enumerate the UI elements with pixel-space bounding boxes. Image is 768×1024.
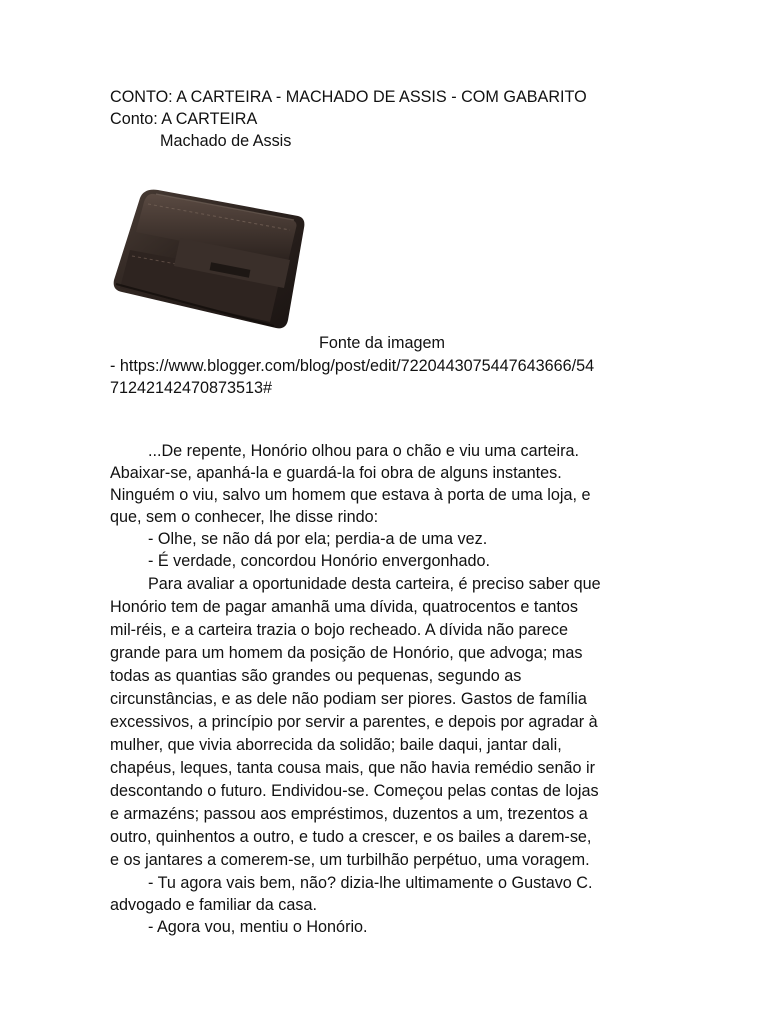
paragraph-line: e armazéns; passou aos empréstimos, duzentos a um, trezentos a xyxy=(110,805,588,823)
image-source-link[interactable]: - https://www.blogger.com/blog/post/edit/7220443075447643666/54 xyxy=(110,357,595,375)
document-title: CONTO: A CARTEIRA - MACHADO DE ASSIS - COM GABARITO xyxy=(110,88,587,106)
paragraph-line: que, sem o conhecer, lhe disse rindo: xyxy=(110,508,379,526)
paragraph-line: Honório tem de pagar amanhã uma dívida, quatrocentos e tantos xyxy=(110,598,578,616)
paragraph-line: advogado e familiar da casa. xyxy=(110,896,317,914)
paragraph-line: todas as quantias são grandes ou pequenas, segundo as xyxy=(110,667,522,685)
paragraph-line: Ninguém o viu, salvo um homem que estava à porta de uma loja, e xyxy=(110,486,591,504)
paragraph-line: mulher, que vivia aborrecida da solidão; baile daqui, jantar dali, xyxy=(110,736,562,754)
image-caption: Fonte da imagem xyxy=(319,334,445,352)
author-name: Machado de Assis xyxy=(160,132,292,150)
dialogue-line: - Olhe, se não dá por ela; perdia-a de uma vez. xyxy=(148,530,488,548)
paragraph-line: circunstâncias, e as dele não podiam ser piores. Gastos de família xyxy=(110,690,587,708)
dialogue-line: - É verdade, concordou Honório envergonhado. xyxy=(148,552,490,570)
paragraph-line: excessivos, a princípio por servir a parentes, e depois por agradar à xyxy=(110,713,598,731)
paragraph-line: descontando o futuro. Endividou-se. Começou pelas contas de lojas xyxy=(110,782,599,800)
paragraph-line: mil-réis, e a carteira trazia o bojo recheado. A dívida não parece xyxy=(110,621,568,639)
paragraph-line: grande para um homem da posição de Honório, que advoga; mas xyxy=(110,644,583,662)
paragraph-line: chapéus, leques, tanta cousa mais, que não havia remédio senão ir xyxy=(110,759,596,777)
dialogue-line: - Agora vou, mentiu o Honório. xyxy=(148,918,368,936)
paragraph-line: outro, quinhentos a outro, e tudo a crescer, e os bailes a darem-se, xyxy=(110,828,592,846)
dialogue-line: - Tu agora vais bem, não? dizia-lhe ultimamente o Gustavo C. xyxy=(148,874,593,892)
paragraph-line: ...De repente, Honório olhou para o chão e viu uma carteira. xyxy=(148,442,580,460)
image-source-link-cont[interactable]: 71242142470873513# xyxy=(110,379,273,397)
paragraph-line: Abaixar-se, apanhá-la e guardá-la foi obra de alguns instantes. xyxy=(110,464,562,482)
story-title: Conto: A CARTEIRA xyxy=(110,110,258,128)
paragraph-line: Para avaliar a oportunidade desta carteira, é preciso saber que xyxy=(148,575,601,593)
paragraph-line: e os jantares a comerem-se, um turbilhão perpétuo, uma voragem. xyxy=(110,851,590,869)
wallet-image xyxy=(110,180,310,332)
